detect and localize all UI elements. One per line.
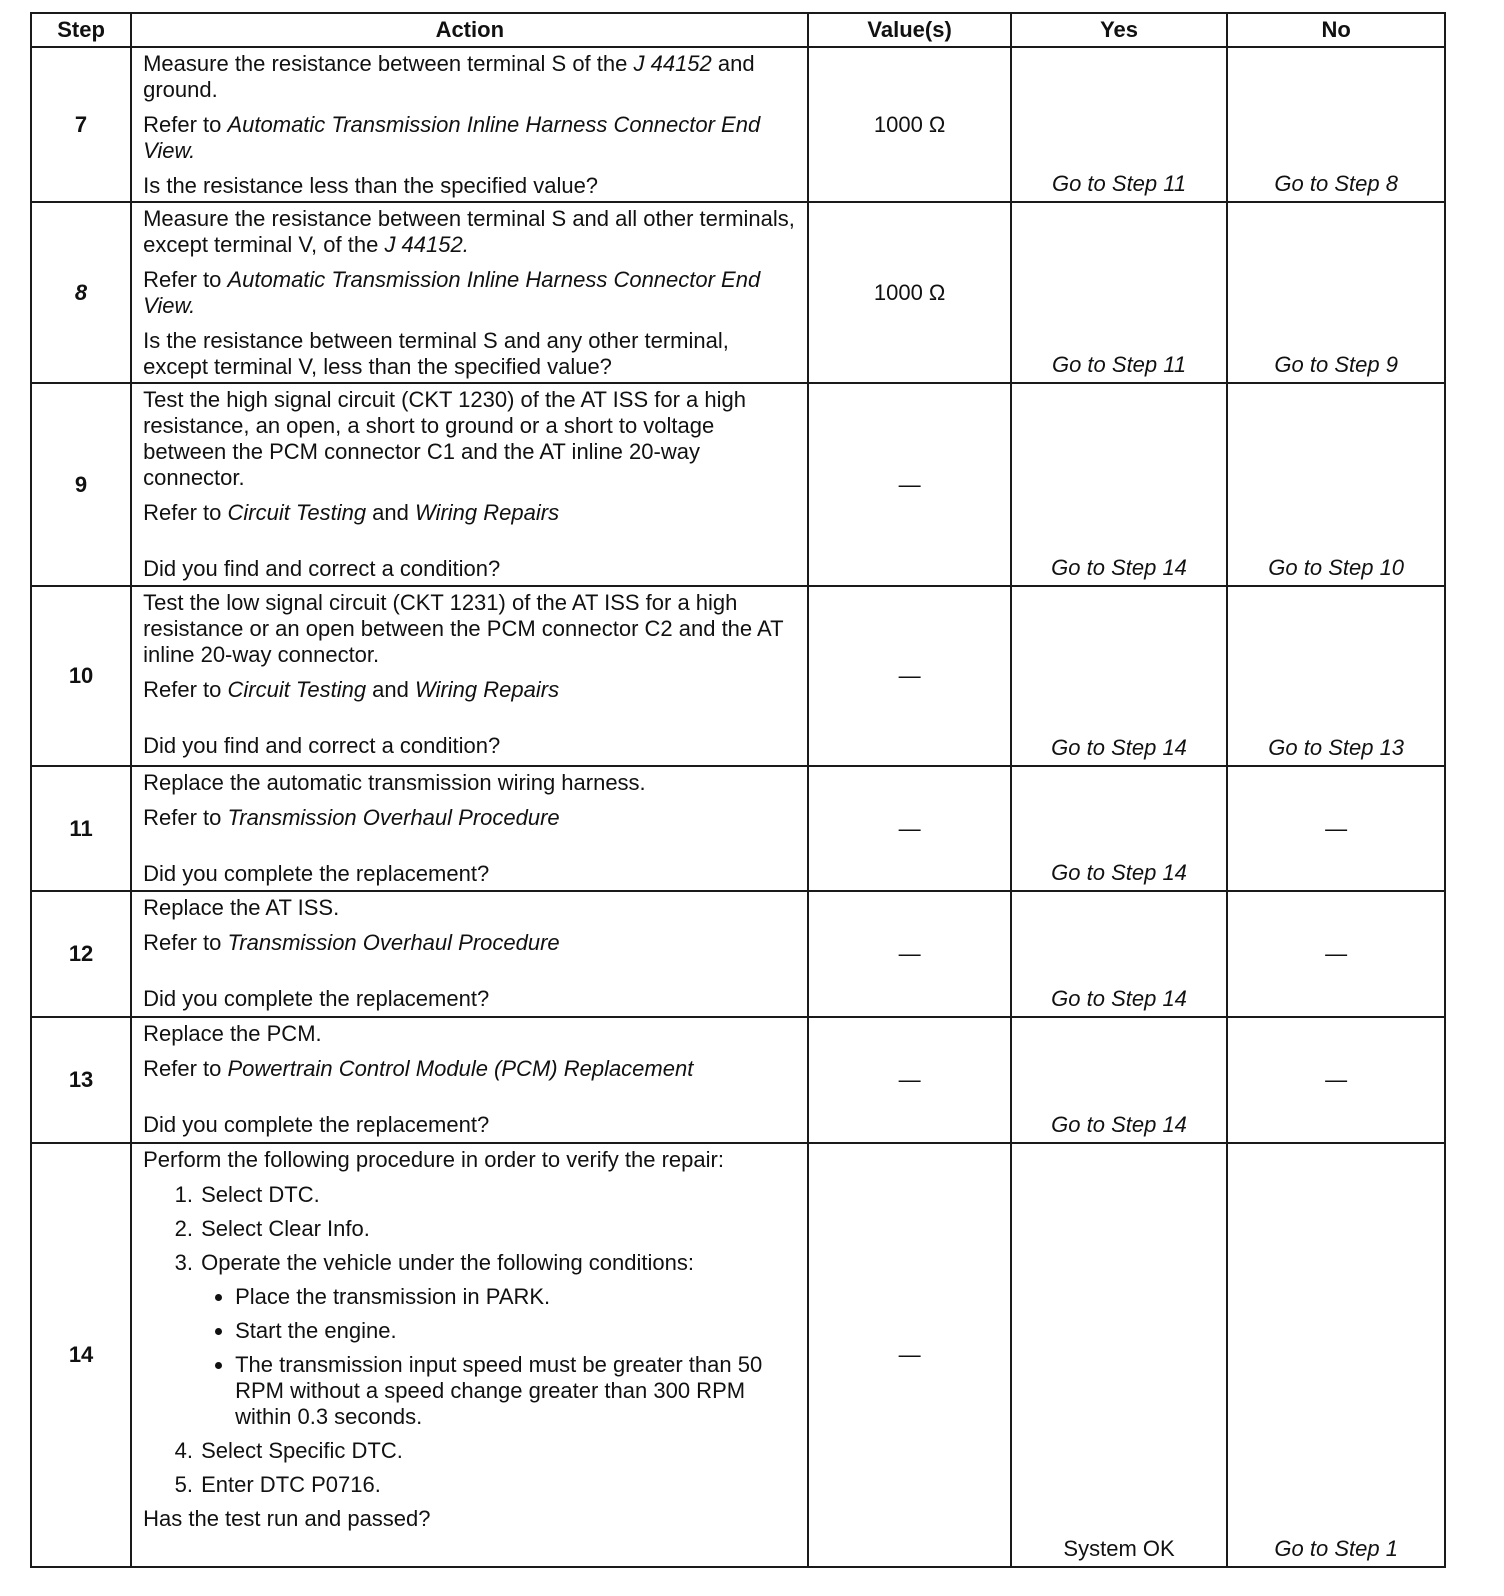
- tool-reference: J 44152: [633, 51, 712, 76]
- reference-link[interactable]: Automatic Transmission Inline Harness Connector End View.: [143, 267, 761, 318]
- action-instruction: Measure the resistance between terminal S of the J 44152 and ground.: [143, 51, 755, 102]
- step-number: 14: [31, 1143, 131, 1567]
- reference-link[interactable]: Transmission Overhaul Procedure: [227, 930, 560, 955]
- action-cell: [131, 1017, 808, 1143]
- value-cell: 1000 Ω: [808, 202, 1010, 383]
- action-question: Is the resistance less than the specified value?: [143, 173, 599, 198]
- no-cell: Go to Step 8: [1227, 47, 1445, 202]
- action-instruction: Replace the automatic transmission wiring harness.: [143, 770, 646, 795]
- action-reference: Refer to Circuit Testing and Wiring Repairs: [143, 500, 560, 525]
- action-cell: [131, 47, 808, 202]
- procedure-item: 2. Select Clear Info.: [199, 1216, 797, 1242]
- step-number: 12: [31, 891, 131, 1017]
- action-cell: [131, 586, 808, 766]
- procedure-item: 1. Select DTC.: [199, 1182, 797, 1208]
- action-cell: [131, 383, 808, 586]
- header-row: [31, 13, 1445, 47]
- yes-cell: Go to Step 11: [1011, 47, 1228, 202]
- yes-cell: Go to Step 14: [1011, 383, 1228, 586]
- action-question: Is the resistance between terminal S and any other terminal, except terminal V, less than the specified value?: [143, 328, 729, 379]
- action-reference: Refer to Transmission Overhaul Procedure: [143, 930, 560, 955]
- table-row: [31, 1017, 1445, 1143]
- value-cell: —: [808, 586, 1010, 766]
- no-cell: —: [1227, 891, 1445, 1017]
- value-cell: —: [808, 1017, 1010, 1143]
- tool-reference: J 44152.: [384, 232, 469, 257]
- procedure-item: 4. Select Specific DTC.: [199, 1438, 797, 1464]
- value-cell: —: [808, 766, 1010, 891]
- header-no: No: [1227, 13, 1445, 47]
- reference-link[interactable]: Circuit Testing: [227, 500, 367, 525]
- value-cell: —: [808, 891, 1010, 1017]
- action-cell: [131, 1143, 808, 1567]
- table-row: [31, 383, 1445, 586]
- action-instruction: Test the high signal circuit (CKT 1230) of the AT ISS for a high resistance, an open, a short to ground or a short to voltage between the PCM connector C1 and the AT inline 20-way connector.: [143, 387, 746, 490]
- table-row: [31, 202, 1445, 383]
- header-step: Step: [31, 13, 131, 47]
- action-question: Has the test run and passed?: [143, 1506, 431, 1531]
- procedure-item: 3. Operate the vehicle under the following conditions: • Place the transmission in PARK. • Start the engine. • The transmission input speed must be greater than 50 RPM without a speed change greater than 300 RPM within 0.3 seconds.: [199, 1250, 797, 1430]
- no-cell: —: [1227, 766, 1445, 891]
- action-instruction: Replace the AT ISS.: [143, 895, 340, 920]
- yes-cell: Go to Step 14: [1011, 891, 1228, 1017]
- yes-cell: System OK: [1011, 1143, 1228, 1567]
- table-row: [31, 47, 1445, 202]
- action-instruction: Test the low signal circuit (CKT 1231) of the AT ISS for a high resistance or an open between the PCM connector C2 and the AT inline 20-way connector.: [143, 590, 784, 667]
- step-number: 7: [31, 47, 131, 202]
- yes-cell: Go to Step 14: [1011, 1017, 1228, 1143]
- procedure-list: [143, 1182, 797, 1498]
- action-reference: Refer to Automatic Transmission Inline Harness Connector End View.: [143, 267, 761, 318]
- action-question: Did you complete the replacement?: [143, 861, 490, 886]
- header-action: Action: [131, 13, 808, 47]
- action-reference: Refer to Automatic Transmission Inline Harness Connector End View.: [143, 112, 761, 163]
- diagnostic-table: [30, 12, 1446, 1568]
- condition-list: [201, 1284, 797, 1430]
- action-question: Did you find and correct a condition?: [143, 733, 501, 758]
- no-cell: Go to Step 10: [1227, 383, 1445, 586]
- action-reference: Refer to Transmission Overhaul Procedure: [143, 805, 560, 830]
- action-cell: [131, 766, 808, 891]
- table-row: [31, 586, 1445, 766]
- condition-item: • The transmission input speed must be greater than 50 RPM without a speed change greater than 300 RPM within 0.3 seconds.: [235, 1352, 797, 1430]
- reference-link[interactable]: Powertrain Control Module (PCM) Replacement: [227, 1056, 694, 1081]
- action-question: Did you find and correct a condition?: [143, 556, 501, 581]
- action-cell: [131, 202, 808, 383]
- action-question: Did you complete the replacement?: [143, 1112, 490, 1137]
- no-cell: Go to Step 1: [1227, 1143, 1445, 1567]
- action-question: Did you complete the replacement?: [143, 986, 490, 1011]
- step-number: 9: [31, 383, 131, 586]
- action-instruction: Replace the PCM.: [143, 1021, 322, 1046]
- reference-link[interactable]: Automatic Transmission Inline Harness Connector End View.: [143, 112, 761, 163]
- condition-item: • Start the engine.: [235, 1318, 797, 1344]
- yes-cell: Go to Step 11: [1011, 202, 1228, 383]
- step-number: 8: [31, 202, 131, 383]
- step-number: 13: [31, 1017, 131, 1143]
- value-cell: —: [808, 1143, 1010, 1567]
- reference-link[interactable]: Wiring Repairs: [415, 677, 560, 702]
- step-number: 10: [31, 586, 131, 766]
- action-instruction: Measure the resistance between terminal S and all other terminals, except terminal V, of the J 44152.: [143, 206, 795, 257]
- no-cell: Go to Step 13: [1227, 586, 1445, 766]
- value-cell: —: [808, 383, 1010, 586]
- yes-cell: Go to Step 14: [1011, 766, 1228, 891]
- action-cell: [131, 891, 808, 1017]
- table-row: [31, 766, 1445, 891]
- no-cell: —: [1227, 1017, 1445, 1143]
- action-reference: Refer to Circuit Testing and Wiring Repairs: [143, 677, 560, 702]
- yes-cell: Go to Step 14: [1011, 586, 1228, 766]
- header-yes: Yes: [1011, 13, 1228, 47]
- action-reference: Refer to Powertrain Control Module (PCM) Replacement: [143, 1056, 694, 1081]
- table-row: [31, 891, 1445, 1017]
- action-instruction: Perform the following procedure in order to verify the repair:: [143, 1147, 724, 1172]
- no-cell: Go to Step 9: [1227, 202, 1445, 383]
- reference-link[interactable]: Transmission Overhaul Procedure: [227, 805, 560, 830]
- reference-link[interactable]: Circuit Testing: [227, 677, 367, 702]
- procedure-item: 5. Enter DTC P0716.: [199, 1472, 797, 1498]
- table-row: [31, 1143, 1445, 1567]
- value-cell: 1000 Ω: [808, 47, 1010, 202]
- reference-link[interactable]: Wiring Repairs: [415, 500, 560, 525]
- condition-item: • Place the transmission in PARK.: [235, 1284, 797, 1310]
- step-number: 11: [31, 766, 131, 891]
- header-values: Value(s): [808, 13, 1010, 47]
